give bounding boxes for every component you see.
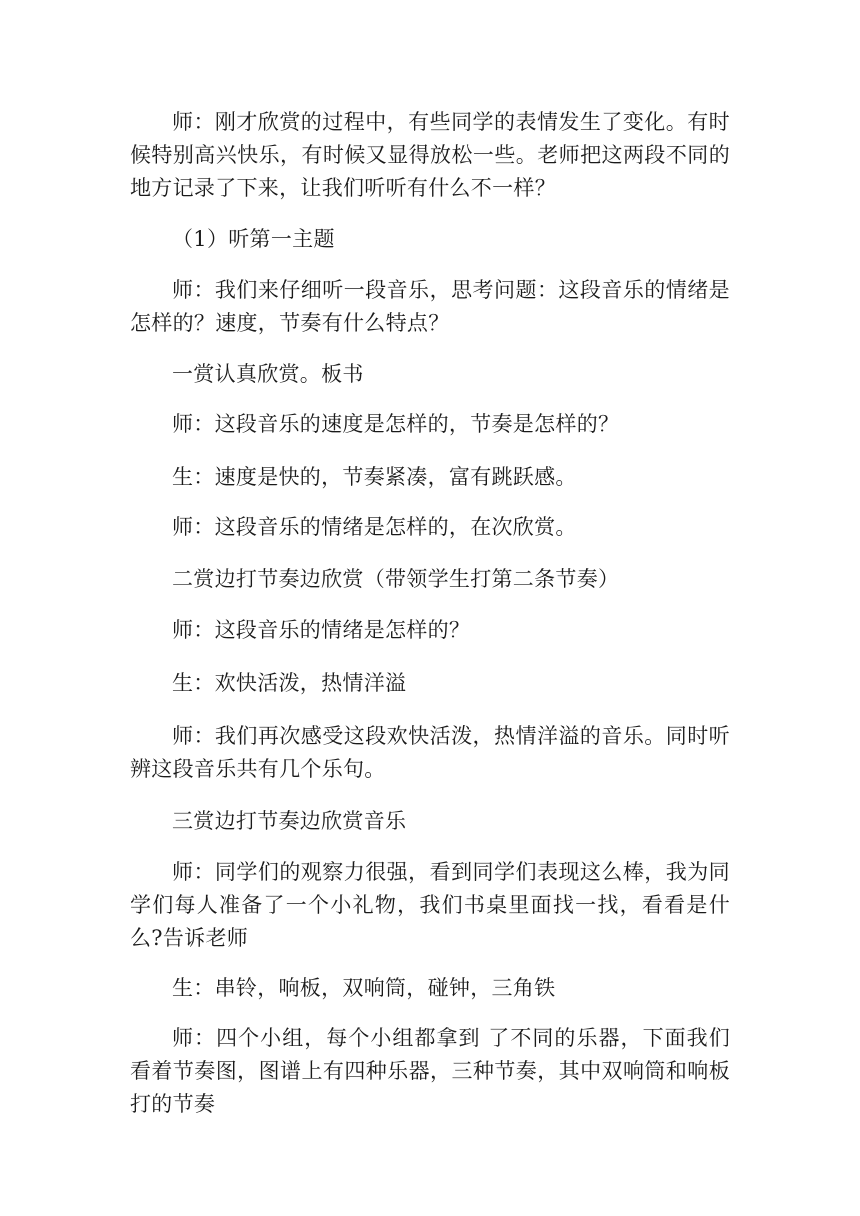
paragraph-first-listen: 一赏认真欣赏。板书 bbox=[172, 362, 364, 386]
paragraph-teacher-intro: 师：刚才欣赏的过程中，有些同学的表情发生了变化。有时候特别高兴快乐，有时候又显得放松一些。老师把这两段不同的地方记录了下来，让我们听听有什么不一样？ bbox=[130, 110, 730, 200]
paragraph-teacher-mood-question: 师：这段音乐的情绪是怎样的，在次欣赏。 bbox=[172, 515, 577, 539]
paragraph-teacher-question: 师：我们来仔细听一段音乐，思考问题：这段音乐的情绪是怎样的？速度，节奏有什么特点？ bbox=[130, 278, 730, 335]
paragraph-teacher-groups: 师：四个小组，每个小组都拿到 了不同的乐器，下面我们看着节奏图，图谱上有四种乐器，三种节奏，其中双响筒和响板打的节奏 bbox=[130, 1026, 730, 1116]
paragraph-second-listen: 二赏边打节奏边欣赏（带领学生打第二条节奏） bbox=[172, 567, 620, 591]
paragraph-third-listen: 三赏边打节奏边欣赏音乐 bbox=[172, 809, 407, 833]
paragraph-teacher-phrases: 师：我们再次感受这段欢快活泼，热情洋溢的音乐。同时听辨这段音乐共有几个乐句。 bbox=[130, 724, 730, 781]
paragraph-teacher-gift: 师：同学们的观察力很强，看到同学们表现这么棒，我为同学们每人准备了一个小礼物，我们书桌里面找一找，看看是什么?告诉老师 bbox=[130, 860, 730, 950]
paragraph-student-mood-answer: 生：欢快活泼，热情洋溢 bbox=[172, 671, 407, 695]
paragraph-student-instruments: 生：串铃，响板，双响筒，碰钟，三角铁 bbox=[172, 976, 556, 1000]
paragraph-section-heading: （1）听第一主题 bbox=[172, 227, 335, 251]
paragraph-teacher-mood-question-2: 师：这段音乐的情绪是怎样的？ bbox=[172, 618, 471, 642]
paragraph-student-speed-answer: 生：速度是快的，节奏紧凑，富有跳跃感。 bbox=[172, 465, 577, 489]
paragraph-teacher-speed-question: 师：这段音乐的速度是怎样的，节奏是怎样的？ bbox=[172, 412, 620, 436]
